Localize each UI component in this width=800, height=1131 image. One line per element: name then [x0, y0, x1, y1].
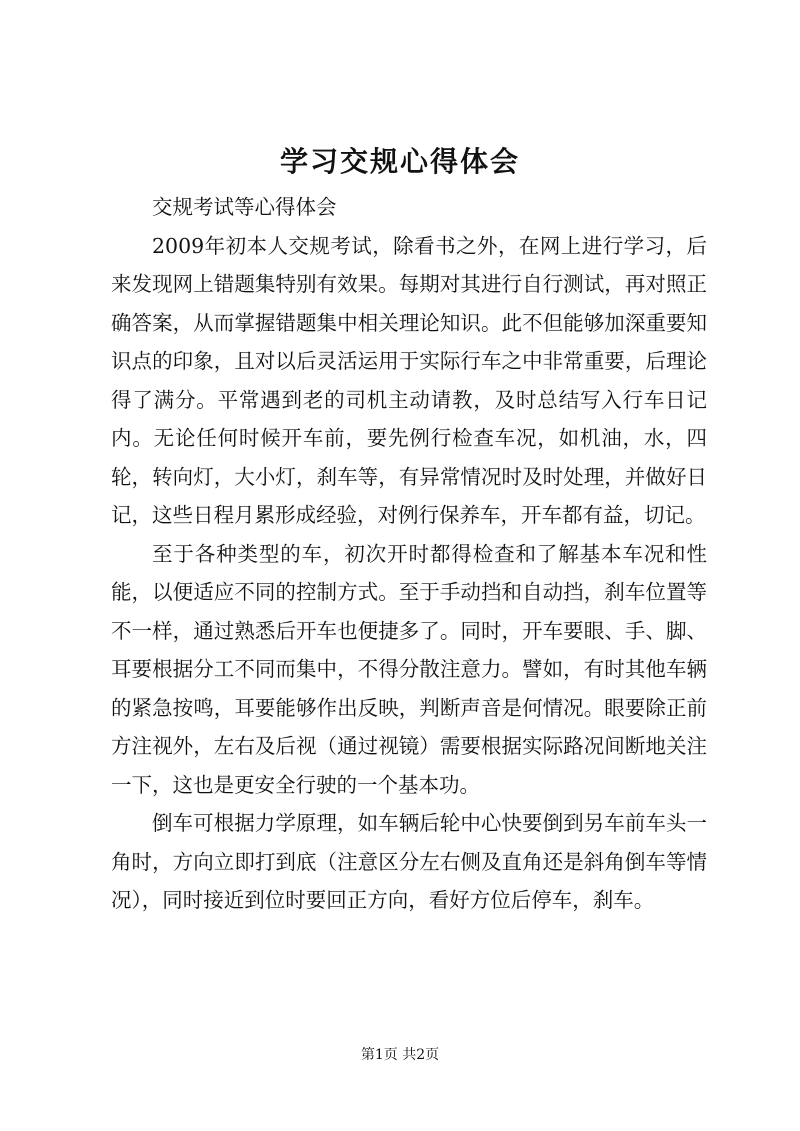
- page-footer: 第1页 共2页: [360, 1047, 440, 1063]
- paragraph-subtitle: 交规考试等心得体会: [152, 195, 337, 219]
- document-body: [111, 188, 707, 920]
- paragraph-1: 2009年初本人交规考试，除看书之外，在网上进行学习，后来发现网上错题集特别有效果。每期对其进行自行测试，再对照正确答案，从而掌握错题集中相关理论知识。此不但能够加深重要知识点的印象，且对以后灵活运用于实际行车之中非常重要，后理论得了满分。平常遇到老的司机主动请教，及时总结写入行车日记内。无论任何时候开车前，要先例行检查车况，如机油，水，四轮，转向灯，大小灯，刹车等，有异常情况时及时处理，并做好日记，这些日程月累形成经验，对例行保养车，开车都有益，切记。: [111, 233, 707, 527]
- paragraph-2: 至于各种类型的车，初次开时都得检查和了解基本车况和性能，以便适应不同的控制方式。至于手动挡和自动挡，刹车位置等不一样，通过熟悉后开车也便捷多了。同时，开车要眼、手、脚、耳要根据分工不同而集中，不得分散注意力。譬如，有时其他车辆的紧急按鸣，耳要能够作出反映，判断声音是何情况。眼要除正前方注视外，左右及后视（通过视镜）需要根据实际路况间断地关注一下，这也是更安全行驶的一个基本功。: [111, 541, 707, 797]
- paragraph-3: 倒车可根据力学原理，如车辆后轮中心快要倒到另车前车头一角时，方向立即打到底（注意区分左右侧及直角还是斜角倒车等情况），同时接近到位时要回正方向，看好方位后停车，刹车。: [111, 811, 707, 912]
- document-title: 学习交规心得体会: [279, 145, 520, 178]
